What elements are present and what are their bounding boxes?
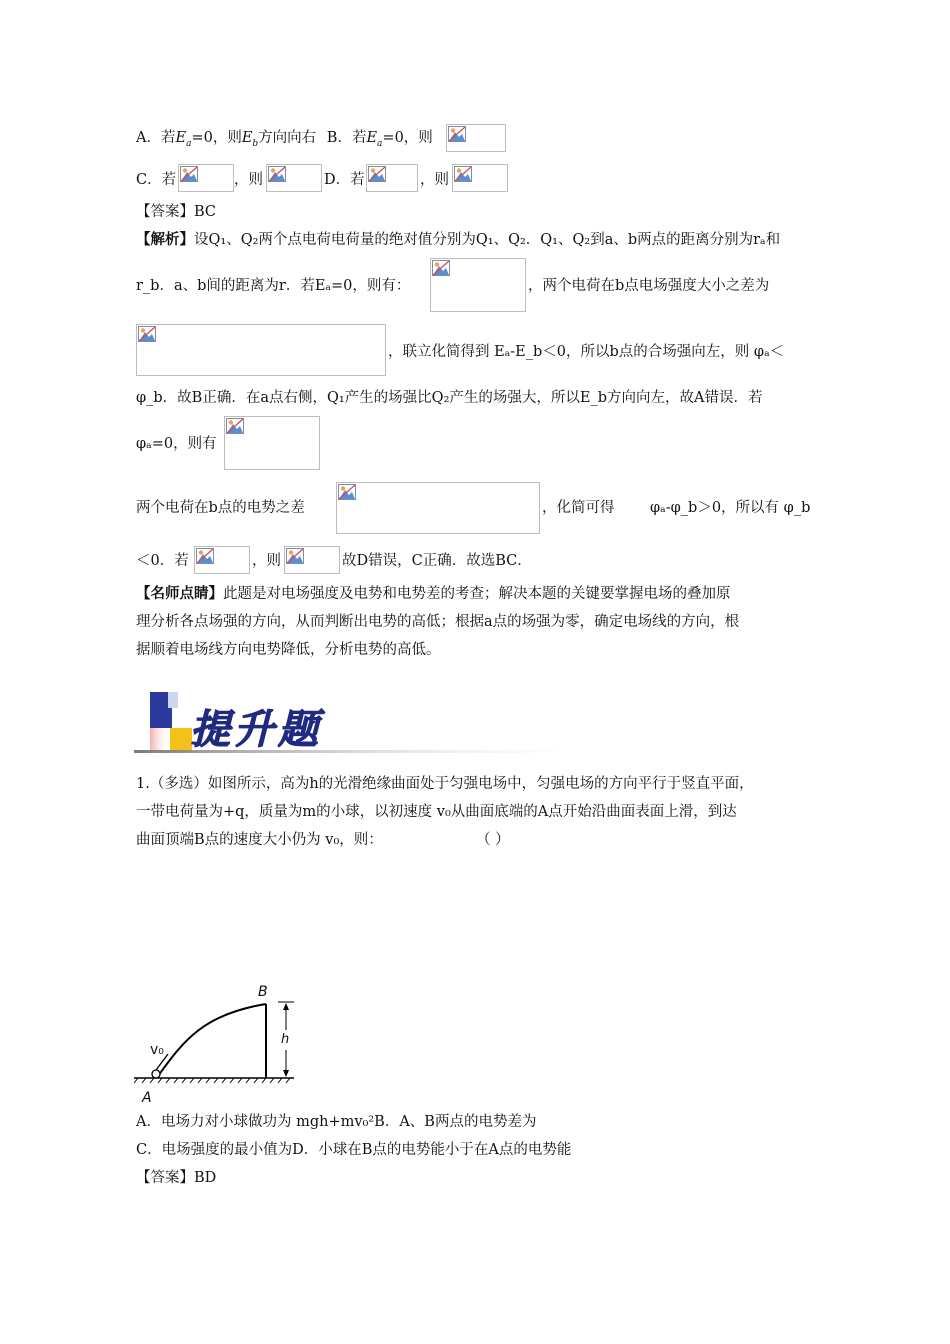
analysis-line-5 (136, 434, 217, 454)
formula-image (194, 546, 250, 574)
option-c-mid (234, 170, 263, 190)
option-a-prefix: A．若 (136, 130, 176, 146)
broken-image-icon (286, 548, 304, 564)
analysis-line-7c (342, 551, 532, 571)
formula-image (452, 164, 508, 192)
broken-image-icon (268, 166, 286, 182)
q1-answer (136, 1168, 216, 1188)
q1-line-1 (136, 774, 754, 794)
analysis-line-2b (528, 276, 769, 296)
broken-image-icon (180, 166, 198, 182)
option-a-mid: =0，则 (191, 130, 242, 146)
option-d-prefix-text: D．若 (324, 172, 365, 188)
formula-image (430, 258, 526, 312)
analysis-text: ＜0．若 (136, 553, 189, 569)
option-a-end: 方向向右 (258, 130, 317, 146)
analysis-text: ，则 (252, 553, 281, 569)
var-e: E (175, 130, 187, 146)
tips-line-1 (136, 584, 731, 604)
analysis-text: 两个电荷在b点的电势之差 (136, 500, 305, 516)
slope-diagram (134, 990, 304, 1130)
option-a-b-line (136, 128, 433, 154)
analysis-line-4 (136, 388, 762, 408)
q1-line-2 (136, 802, 737, 822)
analysis-text: 设Q₁、Q₂两个点电荷电荷量的绝对值分别为Q₁、Q₂．Q₁、Q₂到a、b两点的距离分别为rₐ和 (194, 232, 781, 248)
tips-text: 据顺着电场线方向电势降低，分析电势的高低。 (136, 642, 441, 658)
label-a: A (142, 1090, 152, 1106)
tips-line-3 (136, 640, 441, 660)
option-c-prefix: C．若 (136, 172, 177, 188)
analysis-line-6a (136, 498, 305, 518)
broken-image-icon (338, 484, 356, 500)
option-d-prefix (324, 170, 365, 190)
analysis-line-6b (542, 498, 615, 518)
var-e: E (366, 130, 378, 146)
option-d-mid-text: ，则 (420, 172, 449, 188)
sub-b: b (252, 138, 259, 149)
q1-text: 曲面顶端B点的速度大小仍为 v₀，则： (136, 832, 383, 848)
tips-line-2 (136, 612, 739, 632)
analysis-text: φₐ-φ_b＞0，所以有 φ_b (650, 500, 811, 516)
tips-text: 此题是对电场强度及电势和电势差的考查；解决本题的关键要掌握电场的叠加原 (223, 586, 731, 602)
analysis-line-2a (136, 276, 410, 296)
q1-paren-text: （ ） (476, 832, 510, 848)
answer-prev-text: 【答案】BC (136, 204, 217, 220)
broken-image-icon (454, 166, 472, 182)
analysis-text: ，化简可得 (542, 500, 615, 516)
answer-prev (136, 202, 216, 222)
option-c-mid-text: ，则 (234, 172, 263, 188)
q1-text: 1.（多选）如图所示，高为h的光滑绝缘曲面处于匀强电场中，匀强电场的方向平行于竖直平面， (136, 776, 754, 792)
formula-image (366, 164, 418, 192)
slope-figure (134, 984, 304, 1130)
broken-image-icon (368, 166, 386, 182)
q1-option-c-d (136, 1140, 571, 1160)
q1-paren (476, 830, 510, 850)
q1-option-text: C．电场强度的最小值为D．小球在B点的电势能小于在A点的电势能 (136, 1142, 572, 1158)
broken-image-icon (196, 548, 214, 564)
tips-label: 【名师点睛】 (136, 585, 223, 602)
broken-image-icon (138, 326, 156, 342)
analysis-text: r_b．a、b间的距离为r．若Eₐ=0，则有： (136, 278, 411, 294)
q1-option-text: A．电场力对小球做功为 mgh+mv₀²B．A、B两点的电势差为 (136, 1114, 537, 1130)
analysis-text: ，联立化简得到 Eₐ-E_b＜0，所以b点的合场强向左，则 φₐ＜ (388, 344, 785, 360)
analysis-line-1 (136, 230, 780, 250)
analysis-line-7b (252, 551, 281, 571)
sub-a: a (186, 138, 192, 149)
formula-image (284, 546, 340, 574)
option-b-prefix: B．若 (326, 130, 367, 146)
label-h: h (281, 1032, 290, 1047)
formula-image (224, 416, 320, 470)
analysis-label: 【解析】 (136, 231, 194, 248)
analysis-text: φₐ=0，则有 (136, 436, 217, 452)
label-b: B (258, 984, 268, 1000)
broken-image-icon (432, 260, 450, 276)
section-banner (134, 690, 614, 760)
broken-image-icon (226, 418, 244, 434)
analysis-text: 故D错误，C正确．故选BC． (342, 553, 532, 569)
analysis-line-6c (650, 498, 810, 518)
analysis-line-7a (136, 551, 189, 571)
formula-image (178, 164, 234, 192)
q1-line-3 (136, 830, 383, 850)
analysis-text: ，两个电荷在b点电场强度大小之差为 (528, 278, 770, 294)
formula-image (336, 482, 540, 534)
formula-image (266, 164, 322, 192)
q1-text: 一带电荷量为+q，质量为m的小球，以初速度 v₀从曲面底端的A点开始沿曲面表面上滑，到达 (136, 804, 737, 820)
formula-image (446, 124, 506, 152)
option-d-mid (420, 170, 449, 190)
var-e: E (241, 130, 253, 146)
formula-image (136, 324, 386, 376)
q1-option-a-b (136, 1112, 536, 1132)
banner-title: 提升题 (190, 706, 322, 753)
analysis-text: φ_b．故B正确．在a点右侧，Q₁产生的场强比Q₂产生的场强大，所以E_b方向向左，故A错误．若 (136, 390, 763, 406)
option-b-mid: =0，则 (382, 130, 433, 146)
broken-image-icon (448, 126, 466, 142)
tips-text: 理分析各点场强的方向，从而判断出电势的高低；根据a点的场强为零，确定电场线的方向，根 (136, 614, 740, 630)
q1-answer-text: 【答案】BD (136, 1170, 217, 1186)
option-c-d-line (136, 170, 176, 190)
label-v0: v₀ (150, 1042, 164, 1058)
analysis-line-3 (388, 342, 784, 362)
sub-a: a (377, 138, 383, 149)
